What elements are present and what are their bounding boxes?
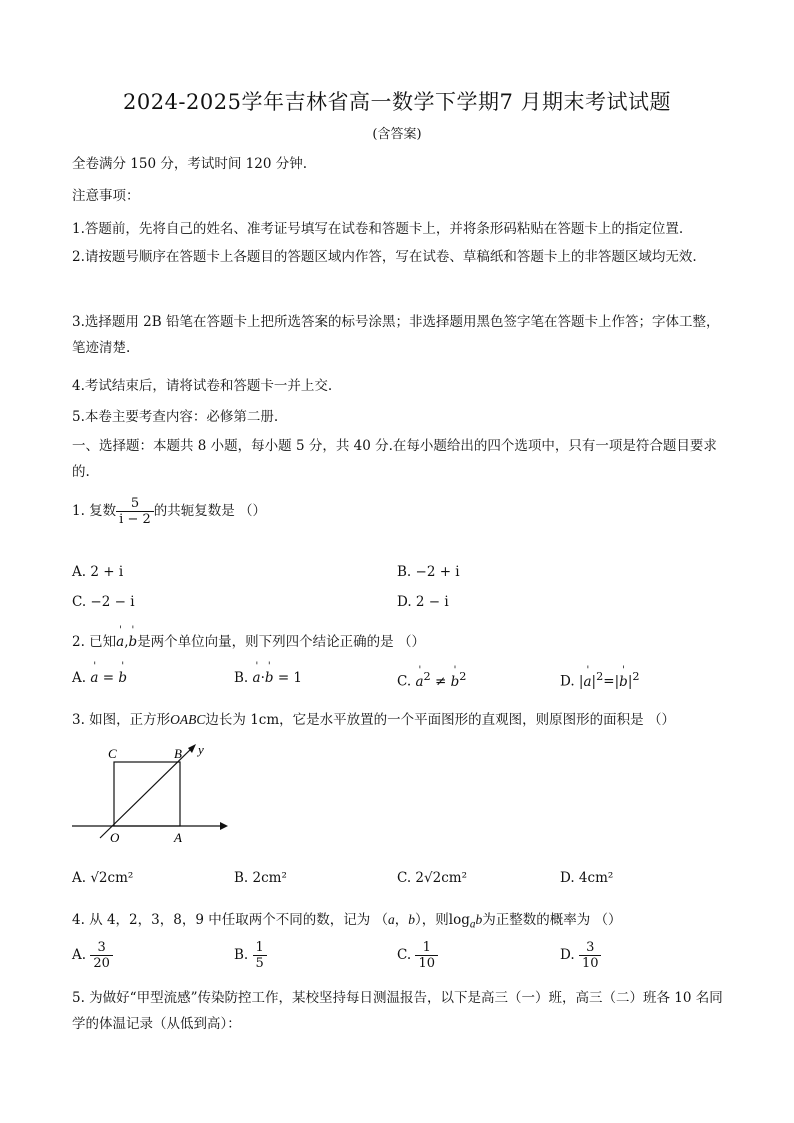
page-subtitle: (含答案) [372,127,422,142]
q1-suffix: 的共轭复数是 （） [153,503,267,519]
q2-optD-sq1: 2 [596,670,604,683]
q2-optD-eq: = [603,673,615,690]
q4-log: log [448,912,470,928]
q4-optB-label: B. [234,947,249,963]
q4-optC-label: C. [397,947,412,963]
q4-text-c: 为正整数的概率为 （） [482,912,622,928]
q4-optD-label: D. [560,947,575,963]
q2-optD-a: ' a [583,674,591,690]
q1-prefix: 1. 复数 [72,503,117,519]
q2-optC-a: ' a [415,674,423,690]
square-oabc-figure [70,740,230,850]
q3-option-b: B. 2cm² [234,870,287,886]
q4-option-a [72,940,113,971]
q2-optA-label: A. [72,670,87,686]
q2-optC-neq: ≠ [434,673,447,690]
q2-option-c [397,670,466,690]
q4-log-arg: b [475,912,483,927]
q4-var-a: a [388,912,395,927]
q1-option-a: A. 2 + i [72,564,124,580]
q2-optD-b: ' b [619,674,628,690]
note-1: 1.答题前，先将自己的姓名、准考证号填写在试卷和答题卡上，并将条形码粘贴在答题卡上的指定位置. [72,221,684,237]
q2-optB-label: B. [234,670,249,686]
q4-optB-frac [253,940,267,971]
q2-optC-sq2: 2 [459,670,467,683]
question-4 [72,908,622,931]
q4-option-b [234,940,267,971]
q2-vector-b: ' b [129,634,138,650]
page-title: 2024-2025学年吉林省高一数学下学期7 月期末考试试题 [122,90,672,114]
q2-optC-b: ' b [451,674,460,690]
q4-optC-frac [415,940,438,971]
q2-prefix: 2. 已知 [72,634,117,650]
q4-optD-num: 3 [579,940,602,956]
q3-suffix: 边长为 1cm，它是水平放置的一个平面图形的直观图，则原图形的面积是 （） [205,712,675,728]
q2-optB-rhs: = 1 [277,670,303,686]
q3-option-d: D. 4cm² [560,870,614,886]
section-1-heading: 一、选择题：本题共 8 小题，每小题 5 分，共 40 分.在每小题给出的四个选项中，只有一项是符合题目要求的. [72,438,717,480]
square-oabc [114,762,180,826]
q2-optA-eq: = [102,670,115,686]
q4-optA-den: 20 [93,956,110,971]
q1-frac-num: 5 [116,496,154,512]
q4-optA-label: A. [72,947,87,963]
y-axis-arrow [188,744,196,753]
q2-optA-b: ' b [118,670,127,686]
q4-optD-den: 10 [581,956,599,971]
question-2: 2. 已知' a,' b是两个单位向量，则下列四个结论正确的是 （） [72,630,425,650]
label-o: O [110,830,120,845]
q2-optD-sq2: 2 [632,670,640,683]
q1-option-d: D. 2 − i [397,594,449,610]
q1-option-b: B. −2 + i [397,564,460,580]
label-b: B [174,746,182,761]
q4-optB-num: 1 [253,940,267,956]
score-line: 全卷满分 150 分，考试时间 120 分钟. [72,156,307,172]
q2-optD-label: D. [560,673,575,690]
q3-prefix: 3. 如图，正方形 [72,712,171,728]
question-3 [72,708,675,728]
q1-frac-den: i − 2 [119,512,151,527]
q2-optA-a: ' a [90,670,98,686]
q4-text-a: 4. 从 4，2，3，8，9 中任取两个不同的数，记为 （ [72,912,388,928]
label-a: A [174,830,182,845]
q3-option-a: A. √2cm² [72,870,134,886]
q4-optD-frac [579,940,602,971]
q4-log-base: a [469,918,476,931]
q4-optC-den: 10 [418,956,435,971]
q4-text-b: ），则 [415,912,449,928]
q2-optB-a: ' a [253,670,261,686]
notes-heading: 注意事项： [72,188,140,204]
q4-optB-den: 5 [255,956,264,971]
note-3: 3.选择题用 2B 铅笔在答题卡上把所选答案的标号涂黑；非选择题用黑色签字笔在答题卡上作答；字体工整，笔迹清楚. [72,314,720,356]
question-1 [72,496,266,527]
q4-optA-num: 3 [90,940,113,956]
label-c: C [108,746,117,761]
q3-shape: OABC [170,712,206,727]
q2-option-a [72,670,127,686]
q2-optC-sq1: 2 [423,670,431,683]
label-y: y [198,742,204,757]
note-5: 5.本卷主要考查内容：必修第二册. [72,409,279,425]
q2-optC-label: C. [397,673,412,690]
q4-optA-frac [90,940,113,971]
question-5: 5. 为做好“甲型流感”传染防控工作，某校坚持每日测温报告，以下是高三（一）班，高三（二）班各 10 名同学的体温记录（从低到高）： [72,990,723,1032]
q4-var-b: b [408,912,415,927]
q3-option-c: C. 2√2cm² [397,870,467,886]
note-2: 2.请按题号顺序在答题卡上各题目的答题区域内作答，写在试卷、草稿纸和答题卡上的非答题区域均无效. [72,249,697,265]
q2-option-d: D. |' $a|^2=|'$ $b|^2$ [560,670,640,690]
note-4: 4.考试结束后，请将试卷和答题卡一并上交. [72,378,333,394]
q4-option-c [397,940,438,971]
q1-option-c: C. −2 − i [72,594,135,610]
q2-option-b: B. ' a·' b = 1 [234,670,302,686]
q2-suffix: 是两个单位向量，则下列四个结论正确的是 （） [137,634,425,650]
q4-option-d [560,940,601,971]
q2-vector-a: ' a [116,634,124,650]
q2-optB-b: ' b [265,670,274,686]
q4-comma: ， [394,912,409,928]
q1-fraction [116,496,154,527]
x-axis-arrow [220,822,228,830]
q4-optC-num: 1 [415,940,438,956]
